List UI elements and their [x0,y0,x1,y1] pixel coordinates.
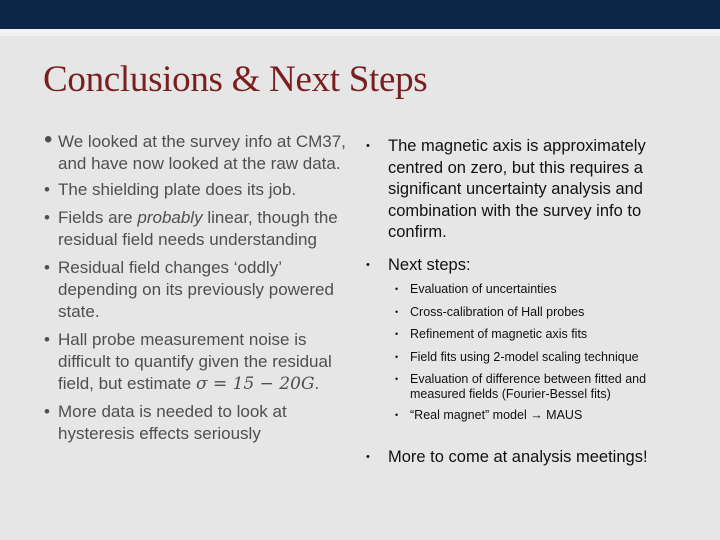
right-bullet-list [366,136,696,468]
left-bullet-item [44,179,354,201]
bullet-icon: • [366,450,370,463]
right-bullet-item [366,136,696,244]
sub-bullet-item: • Refinement of magnetic axis fits [395,327,588,341]
bullet-icon: • [395,284,399,294]
bullet-icon: • [44,126,53,153]
left-bullet-list [44,126,354,451]
left-bullet-text: More data is needed to look at hysteresis effects seriously [58,402,287,443]
sub-bullet-item: • Evaluation of uncertainties [395,282,557,296]
left-bullet-text: Fields are probably linear, though the residual field needs understanding [58,208,338,249]
bullet-icon: • [366,258,370,271]
sub-bullet-item: • Field fits using 2-model scaling technique [395,349,639,364]
bullet-icon: • [44,208,50,227]
left-bullet-item [44,126,354,175]
slide-title: Conclusions & Next Steps [43,59,428,100]
left-bullet-text: Hall probe measurement noise is difficult to quantify given the residual field, but estimate σ = 15 − 20G. [58,330,332,394]
left-bullet-text: We looked at the survey info at CM37, and have now looked at the raw data. [58,132,346,173]
header-bar [0,0,720,29]
sub-bullet-item: • Cross-calibration of Hall probes [395,304,585,319]
left-bullet-item [44,401,354,445]
right-bullet-text: More to come at analysis meetings! [388,447,648,466]
bullet-icon: • [44,402,50,421]
header-strip [0,29,720,36]
left-bullet-item [44,329,354,395]
right-bullet-item [366,255,696,277]
bullet-icon: • [395,374,399,384]
next-steps-sublist [366,282,696,423]
sigma-estimate: σ = 15 − 20G [195,374,315,394]
left-bullet-text: The shielding plate does its job. [58,180,297,199]
bullet-icon: • [44,258,50,277]
sub-bullet-item: • “Real magnet” model → MAUS [395,408,583,422]
sub-bullet-item: • Evaluation of difference between fitted and measured fields (Fourier-Bessel fits) [395,372,647,401]
right-bullet-item [366,447,696,469]
left-bullet-item [44,257,354,323]
left-bullet-text: Residual field changes ‘oddly’ depending on its previously powered state. [58,258,334,321]
bullet-icon: • [44,330,50,349]
bullet-icon: • [395,329,399,339]
bullet-icon: • [366,140,370,152]
left-bullet-item [44,207,354,251]
bullet-icon: • [44,180,50,199]
right-bullet-text: The magnetic axis is approximately centred on zero, but this requires a significant uncertainty analysis and combination with the survey info to confirm. [388,137,646,241]
bullet-icon: • [395,306,399,317]
bullet-icon: • [395,351,399,362]
right-bullet-text: Next steps: [388,255,471,274]
bullet-icon: • [395,410,399,420]
